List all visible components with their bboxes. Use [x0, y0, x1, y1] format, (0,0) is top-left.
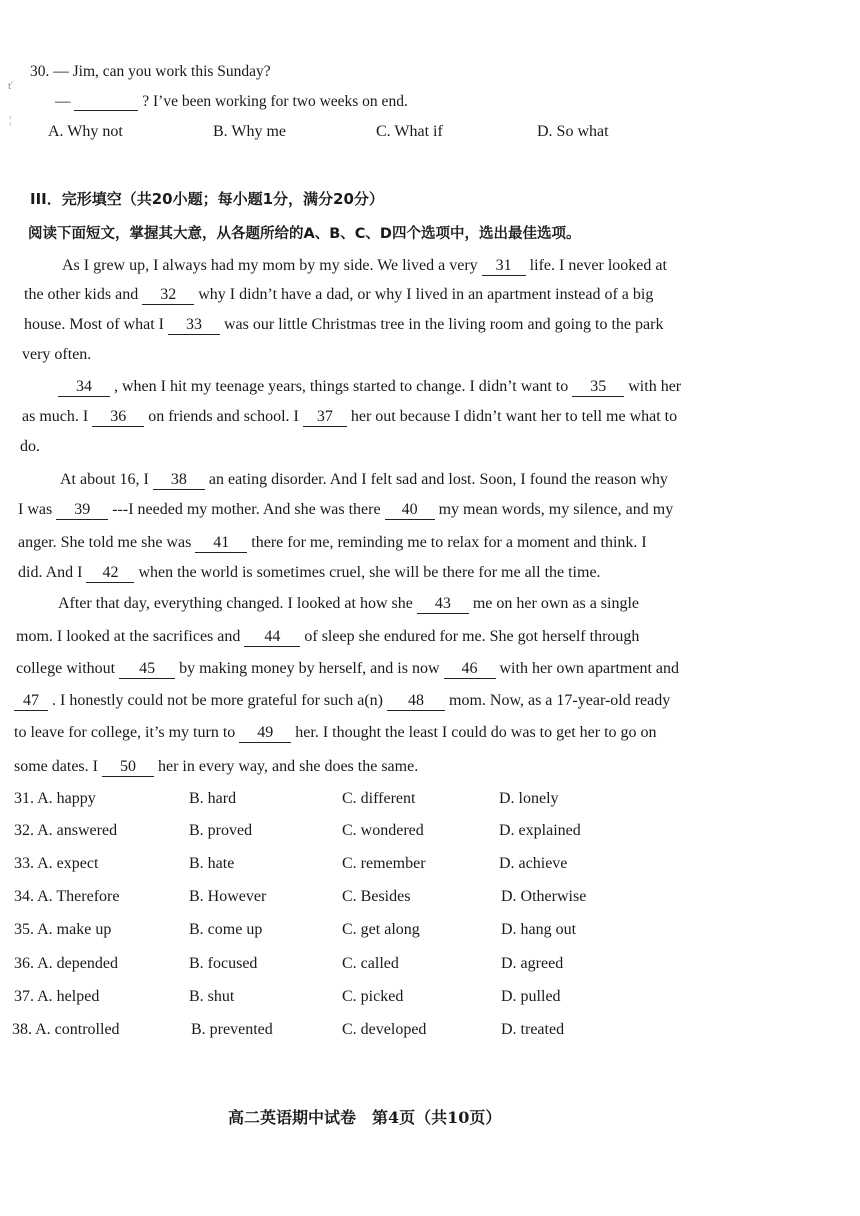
choice-37-c[interactable]: C. picked: [342, 988, 404, 1005]
text: mom. I looked at the sacrifices and: [16, 628, 241, 645]
passage-line: [16, 628, 639, 647]
blank-42[interactable]: 42: [86, 564, 134, 583]
text: me on her own as a single: [472, 595, 640, 612]
choice-32-b[interactable]: B. proved: [189, 822, 253, 839]
choice-37-a[interactable]: 37. A. helped: [14, 988, 100, 1005]
choice-34-a[interactable]: 34. A. Therefore: [14, 888, 120, 905]
passage-line: [58, 378, 681, 397]
blank-32[interactable]: 32: [142, 286, 194, 305]
choice-38-c[interactable]: C. developed: [342, 1021, 427, 1038]
text: anger. She told me she was: [18, 534, 192, 551]
blank-34[interactable]: 34: [58, 378, 110, 397]
text: the other kids and: [24, 286, 139, 303]
blank-46[interactable]: 46: [444, 660, 496, 679]
page-footer: 高二英语期中试卷 第4页（共10页）: [228, 1108, 502, 1127]
choice-33-b[interactable]: B. hate: [189, 855, 235, 872]
text: did. And I: [18, 564, 83, 581]
question-30-prompt: 30. — Jim, can you work this Sunday?: [30, 63, 271, 80]
margin-mark: ť: [8, 80, 13, 92]
blank-47[interactable]: 47: [14, 692, 48, 711]
text: of sleep she endured for me. She got herself through: [304, 628, 640, 645]
option-b[interactable]: B. Why me: [213, 123, 287, 140]
choice-35-c[interactable]: C. get along: [342, 921, 420, 938]
text: as much. I: [22, 408, 89, 425]
choice-33-a[interactable]: 33. A. expect: [14, 855, 99, 872]
text: ---I needed my mother. And she was there: [112, 501, 381, 518]
passage-line: [18, 564, 601, 583]
option-c[interactable]: C. What if: [376, 123, 443, 140]
text: After that day, everything changed. I looked at how she: [58, 595, 413, 612]
choice-36-b[interactable]: B. focused: [189, 955, 258, 972]
choice-31-b[interactable]: B. hard: [189, 790, 237, 807]
passage-line: [14, 692, 670, 711]
choice-36-a[interactable]: 36. A. depended: [14, 955, 118, 972]
option-d[interactable]: D. So what: [537, 123, 609, 140]
passage-line: [58, 595, 639, 614]
choice-33-c[interactable]: C. remember: [342, 855, 426, 872]
passage-line: [14, 758, 418, 777]
blank-39[interactable]: 39: [56, 501, 108, 520]
response-text: ? I’ve been working for two weeks on end.: [142, 93, 408, 110]
choice-34-b[interactable]: B. However: [189, 888, 267, 905]
text: her out because I didn’t want her to tell me what to: [350, 408, 678, 425]
passage-line: [24, 286, 653, 305]
choice-32-a[interactable]: 32. A. answered: [14, 822, 118, 839]
choice-31-c[interactable]: C. different: [342, 790, 416, 807]
choice-38-d[interactable]: D. treated: [501, 1021, 565, 1038]
section-instructions: 阅读下面短文，掌握其大意，从各题所给的A、B、C、D四个选项中，选出最佳选项。: [28, 226, 581, 242]
question-30-response: [55, 93, 408, 111]
passage-line: [24, 316, 663, 335]
choice-37-d[interactable]: D. pulled: [501, 988, 561, 1005]
text: her in every way, and she does the same.: [157, 758, 419, 775]
blank-35[interactable]: 35: [572, 378, 624, 397]
blank-45[interactable]: 45: [119, 660, 175, 679]
text: when the world is sometimes cruel, she will be there for me all the time.: [138, 564, 601, 581]
text: At about 16, I: [60, 471, 149, 488]
passage-line: [60, 471, 668, 490]
passage-line: [18, 534, 647, 553]
choice-31-d[interactable]: D. lonely: [499, 790, 559, 807]
answer-blank[interactable]: [74, 93, 138, 111]
choice-38-b[interactable]: B. prevented: [191, 1021, 273, 1038]
choice-32-d[interactable]: D. explained: [499, 822, 581, 839]
blank-41[interactable]: 41: [195, 534, 247, 553]
choice-35-b[interactable]: B. come up: [189, 921, 263, 938]
choice-38-a[interactable]: 38. A. controlled: [12, 1021, 120, 1038]
text: an eating disorder. And I felt sad and lost. Soon, I found the reason why: [208, 471, 668, 488]
text: mom. Now, as a 17-year-old ready: [449, 692, 671, 709]
blank-40[interactable]: 40: [385, 501, 435, 520]
blank-33[interactable]: 33: [168, 316, 220, 335]
text: some dates. I: [14, 758, 98, 775]
text: was our little Christmas tree in the living room and going to the park: [223, 316, 664, 333]
text: why I didn’t have a dad, or why I lived in an apartment instead of a big: [198, 286, 654, 303]
passage-line: [16, 660, 679, 679]
option-a[interactable]: A. Why not: [48, 123, 123, 140]
margin-mark: ¦: [9, 114, 12, 126]
passage-line: [18, 501, 673, 520]
text: her. I thought the least I could do was to get her to go on: [295, 724, 657, 741]
text: on friends and school. I: [148, 408, 299, 425]
text: college without: [16, 660, 116, 677]
choice-32-c[interactable]: C. wondered: [342, 822, 424, 839]
text: by making money by herself, and is now: [179, 660, 440, 677]
choice-37-b[interactable]: B. shut: [189, 988, 235, 1005]
text: to leave for college, it’s my turn to: [14, 724, 236, 741]
choice-36-c[interactable]: C. called: [342, 955, 399, 972]
blank-48[interactable]: 48: [387, 692, 445, 711]
text: with her: [628, 378, 682, 395]
text: life. I never looked at: [529, 257, 667, 274]
section-title: III．完形填空（共20小题；每小题1分，满分20分）: [30, 190, 384, 208]
text: As I grew up, I always had my mom by my side. We lived a very: [62, 257, 478, 274]
choice-34-c[interactable]: C. Besides: [342, 888, 411, 905]
passage-line: [14, 724, 657, 743]
text: with her own apartment and: [499, 660, 679, 677]
response-dash: —: [55, 93, 71, 110]
passage-line: very often.: [22, 346, 92, 363]
text: , when I hit my teenage years, things started to change. I didn’t want to: [114, 378, 569, 395]
text: . I honestly could not be more grateful for such a(n): [52, 692, 384, 709]
passage-line: [22, 408, 677, 427]
text: my mean words, my silence, and my: [438, 501, 674, 518]
text: there for me, reminding me to relax for a moment and think. I: [251, 534, 647, 551]
blank-44[interactable]: 44: [244, 628, 300, 647]
blank-49[interactable]: 49: [239, 724, 291, 743]
blank-36[interactable]: 36: [92, 408, 144, 427]
choice-31-a[interactable]: 31. A. happy: [14, 790, 96, 807]
blank-31[interactable]: 31: [482, 257, 526, 276]
choice-35-d[interactable]: D. hang out: [501, 921, 577, 938]
blank-43[interactable]: 43: [417, 595, 469, 614]
text: I was: [18, 501, 53, 518]
choice-35-a[interactable]: 35. A. make up: [14, 921, 112, 938]
blank-38[interactable]: 38: [153, 471, 205, 490]
choice-34-d[interactable]: D. Otherwise: [501, 888, 587, 905]
passage-line: do.: [20, 438, 40, 455]
blank-50[interactable]: 50: [102, 758, 154, 777]
passage-line: [62, 257, 667, 276]
choice-33-d[interactable]: D. achieve: [499, 855, 568, 872]
blank-37[interactable]: 37: [303, 408, 347, 427]
text: house. Most of what I: [24, 316, 164, 333]
choice-36-d[interactable]: D. agreed: [501, 955, 564, 972]
